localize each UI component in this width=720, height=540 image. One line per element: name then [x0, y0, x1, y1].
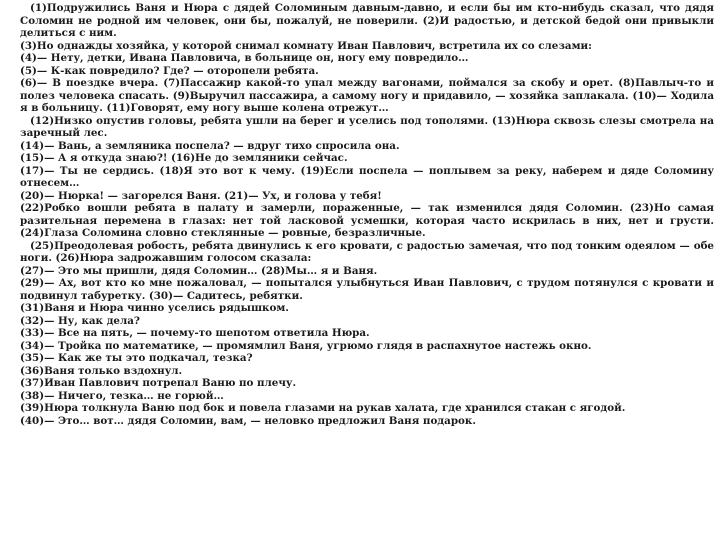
- paragraph: (40)— Это… вот… дядя Соломин, вам, — неловко предложил Ваня подарок.: [20, 414, 476, 427]
- paragraph: (38)— Ничего, тезка… не горюй…: [20, 389, 224, 402]
- paragraph: (34)— Тройка по математике, — промямлил Ваня, угрюмо глядя в распахнутое настежь окно.: [20, 339, 592, 352]
- paragraph: (37)Иван Павлович потрепал Ваню по плечу.: [20, 377, 297, 389]
- paragraph: (22)Робко вошли ребята в палату и замерли, пораженные, — так изменился дядя Соломин. (23)Но самая разительная перемена в глазах: нет той ласковой усмешки, которая часто искрилась в них, нет и грусти. (24)Глаза Соломина словно стеклянные — ровные, безразличные.: [20, 202, 714, 239]
- paragraph: (35)— Как же ты это подкачал, тезка?: [20, 352, 253, 364]
- paragraph: (6)— В поездке вчера. (7)Пассажир какой-то упал между вагонами, поймался за скобу и орет. (8)Павлыч-то и полез человека спасать. (9)Выручил пассажира, а самому ногу и придавило, — хозяйка заплакала. (10)— Ходила я в больницу. (11)Говорят, ему ногу выше колена отрежут…: [20, 77, 714, 114]
- paragraph: (36)Ваня только вздохнул.: [20, 364, 183, 377]
- paragraph: (20)— Нюрка! — загорелся Ваня. (21)— Ух, и голова у тебя!: [20, 189, 382, 202]
- paragraph: (1)Подружились Ваня и Нюра с дядей Соломиным давным-давно, и если бы им кто-нибудь сказал, что дядя Соломин не родной им человек, они бы, пожалуй, не поверили. (2)И радостью, и детской бедой они привыкли делиться с ним.: [20, 2, 714, 39]
- paragraph: (15)— А я откуда знаю?! (16)Не до земляники сейчас.: [20, 152, 348, 164]
- paragraph: (12)Низко опустив головы, ребята ушли на берег и уселись под тополями. (13)Нюра сквозь слезы смотрела на заречный лес.: [20, 114, 714, 139]
- paragraph: (5)— К-как повредило? Где? — оторопели ребята.: [20, 64, 319, 77]
- paragraph: (17)— Ты не сердись. (18)Я это вот к чему. (19)Если поспела — поплывем за реку, наберем и дяде Соломину отнесем…: [20, 164, 714, 189]
- paragraph: (14)— Вань, а земляника поспела? — вдруг тихо спросила она.: [20, 139, 400, 152]
- paragraph: (27)— Это мы пришли, дядя Соломин… (28)Мы… я и Ваня.: [20, 264, 378, 277]
- paragraph: (33)— Все на пять, — почему-то шепотом ответила Нюра.: [20, 327, 370, 339]
- paragraph: (31)Ваня и Нюра чинно уселись рядышком.: [20, 302, 289, 314]
- paragraph: (29)— Ах, вот кто ко мне пожаловал, — попытался улыбнуться Иван Павлович, с трудом потянулся с кровати и подвинул табуретку. (30)— Садитесь, ребятки.: [20, 277, 714, 302]
- paragraph: (32)— Ну, как дела?: [20, 314, 140, 327]
- paragraph: (39)Нюра толкнула Ваню под бок и повела глазами на рукав халата, где хранился стакан с ягодой.: [20, 402, 626, 414]
- paragraph: (4)— Нету, детки, Ивана Павловича, в больнице он, ногу ему повредило…: [20, 52, 469, 64]
- paragraph: (3)Но однажды хозяйка, у которой снимал комнату Иван Павлович, встретила их со слезами:: [20, 39, 592, 52]
- paragraph: (25)Преодолевая робость, ребята двинулись к его кровати, с радостью замечая, что под тонким одеялом — обе ноги. (26)Нюра задрожавшим голосом сказала:: [20, 239, 714, 264]
